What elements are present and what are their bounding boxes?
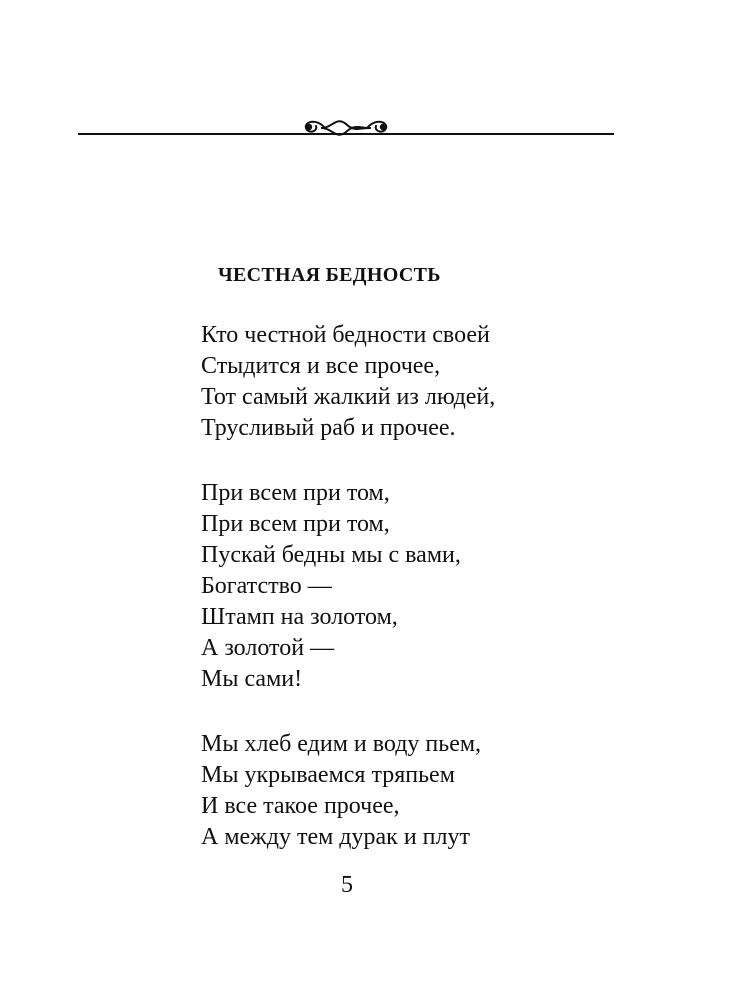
poem-line: Кто честной бедности своей — [201, 322, 490, 348]
poem-line: Мы сами! — [201, 666, 303, 692]
poem-line: И все такое прочее, — [201, 793, 400, 819]
poem-line: Стыдится и все прочее, — [201, 353, 441, 379]
stanza-2 — [201, 478, 621, 695]
poem-line: Трусливый раб и прочее. — [201, 415, 456, 441]
poem-line: Мы хлеб едим и воду пьем, — [201, 731, 482, 757]
poem-title: ЧЕСТНАЯ БЕДНОСТЬ — [218, 264, 441, 286]
stanza-3 — [201, 729, 621, 853]
poem-line: Тот самый жалкий из людей, — [201, 384, 496, 410]
poem-line: А золотой — — [201, 635, 335, 661]
poem-line: Пускай бедны мы с вами, — [201, 542, 461, 568]
poem-line: Богатство — — [201, 573, 332, 599]
page-number: 5 — [341, 872, 353, 898]
poem-line: При всем при том, — [201, 511, 390, 537]
poem-line: Мы укрываемся тряпьем — [201, 762, 455, 788]
header-ornament-rule — [78, 110, 614, 150]
poem-body — [201, 320, 621, 887]
poem-line: Штамп на золотом, — [201, 604, 398, 630]
flourish-icon — [306, 121, 386, 135]
poem-line: А между тем дурак и плут — [201, 824, 470, 850]
stanza-1 — [201, 320, 621, 444]
poem-line: При всем при том, — [201, 480, 390, 506]
